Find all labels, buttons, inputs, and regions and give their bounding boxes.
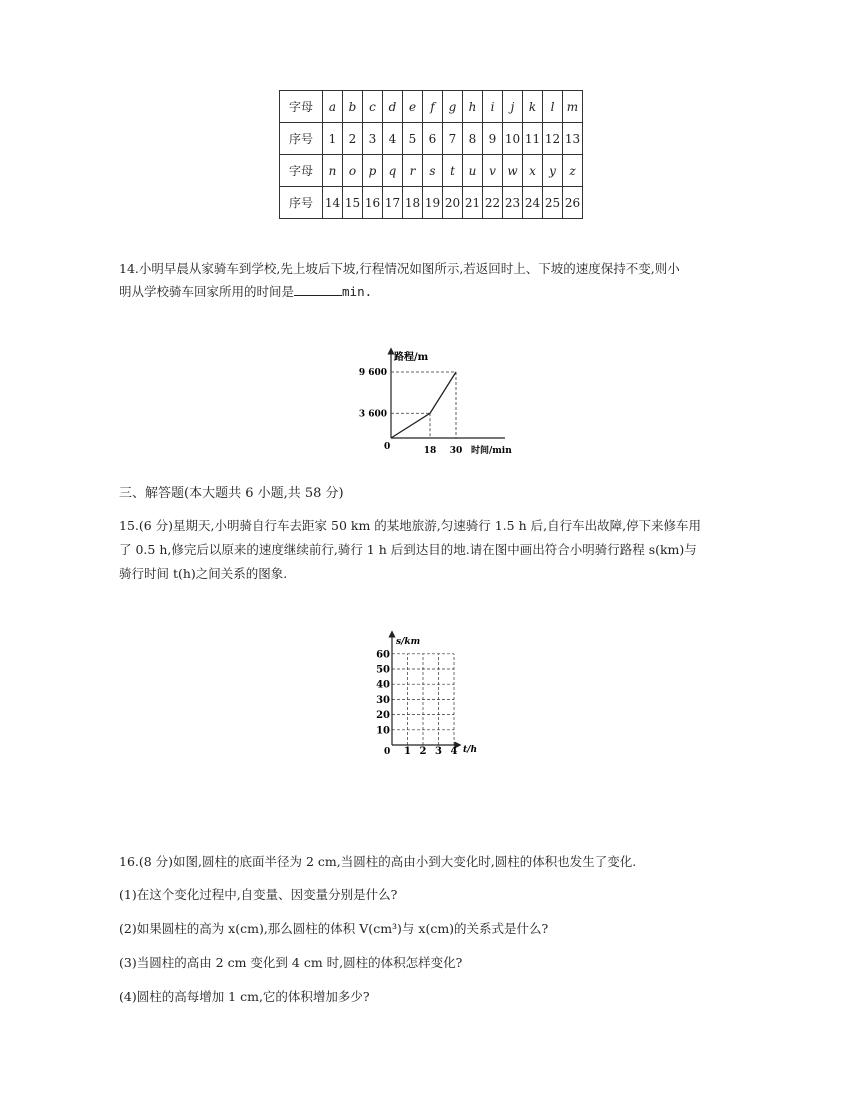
table-cell: 19	[423, 187, 443, 219]
y-tick-label: 60	[376, 649, 390, 661]
q14-line1: 14.小明早晨从家骑车到学校,先上坡后下坡,行程情况如图所示,若返回时上、下坡的速度保持不变,则小	[119, 261, 680, 276]
y-axis-label: 路程/m	[394, 352, 429, 363]
table-cell: 22	[483, 187, 503, 219]
table-cell: 15	[343, 187, 363, 219]
table-cell: m	[563, 91, 583, 123]
table-cell: 2	[343, 123, 363, 155]
table-cell: 4	[383, 123, 403, 155]
q16-part2: (2)如果圆柱的高为 x(cm),那么圆柱的体积 V(cm³)与 x(cm)的关系式是什么?	[119, 921, 549, 936]
q16-part1: (1)在这个变化过程中,自变量、因变量分别是什么?	[119, 887, 398, 902]
q14-line2-pre: 明从学校骑车回家所用的时间是	[119, 284, 295, 299]
table-cell: 23	[503, 187, 523, 219]
x-tick-label: 1	[404, 746, 411, 757]
origin-label: 0	[384, 747, 391, 757]
table-cell: b	[343, 91, 363, 123]
y-tick-label: 3 600	[358, 409, 387, 420]
table-cell: i	[483, 91, 503, 123]
table-cell: 11	[523, 123, 543, 155]
table-cell: 6	[423, 123, 443, 155]
table-cell: d	[383, 91, 403, 123]
y-tick-label: 10	[376, 725, 390, 737]
table-cell: 24	[523, 187, 543, 219]
table-cell: 5	[403, 123, 423, 155]
table-cell: h	[463, 91, 483, 123]
table-cell: f	[423, 91, 443, 123]
table-cell: s	[423, 155, 443, 187]
row-header: 字母	[280, 155, 323, 187]
table-cell: o	[343, 155, 363, 187]
table-cell: 8	[463, 123, 483, 155]
table-cell: y	[543, 155, 563, 187]
table-cell: 14	[323, 187, 343, 219]
answer-blank	[294, 283, 342, 296]
table-cell: k	[523, 91, 543, 123]
x-axis-label: 时间/min	[471, 446, 512, 456]
q16-intro: 16.(8 分)如图,圆柱的底面半径为 2 cm,当圆柱的高由小到大变化时,圆柱的体积也发生了变化.	[119, 854, 637, 869]
table-cell: 3	[363, 123, 383, 155]
distance-time-chart	[350, 345, 520, 460]
x-tick-label: 30	[449, 446, 463, 456]
table-cell: 7	[443, 123, 463, 155]
y-tick-label: 20	[376, 710, 390, 722]
table-cell: w	[503, 155, 523, 187]
table-cell: 9	[483, 123, 503, 155]
table-row	[280, 155, 583, 187]
row-header: 序号	[280, 123, 323, 155]
s-t-grid-chart	[362, 630, 492, 760]
q15-line2: 了 0.5 h,修完后以原来的速度继续前行,骑行 1 h 后到达目的地.请在图中画出符合小明骑行路程 s(km)与	[119, 542, 697, 557]
y-tick-label: 40	[376, 679, 390, 691]
x-tick-label: 4	[450, 746, 458, 757]
cipher-table	[279, 90, 583, 219]
table-cell: j	[503, 91, 523, 123]
table-row	[280, 123, 583, 155]
table-cell: q	[383, 155, 403, 187]
x-tick-label: 3	[435, 746, 442, 757]
x-tick-label: 18	[423, 446, 437, 456]
q15-line1: 15.(6 分)星期天,小明骑自行车去距家 50 km 的某地旅游,匀速骑行 1.5 h 后,自行车出故障,停下来修车用	[119, 518, 702, 533]
table-cell: 10	[503, 123, 523, 155]
q14-line2	[119, 281, 372, 303]
row-header: 序号	[280, 187, 323, 219]
table-cell: l	[543, 91, 563, 123]
y-tick-label: 30	[376, 694, 390, 706]
table-cell: 20	[443, 187, 463, 219]
y-tick-label: 9 600	[358, 368, 387, 378]
table-cell: 17	[383, 187, 403, 219]
table-cell: z	[563, 155, 583, 187]
q16-part3: (3)当圆柱的高由 2 cm 变化到 4 cm 时,圆柱的体积怎样变化?	[119, 955, 463, 970]
table-cell: 25	[543, 187, 563, 219]
table-cell: 1	[323, 123, 343, 155]
table-cell: x	[523, 155, 543, 187]
table-cell: a	[323, 91, 343, 123]
q14-line2-post: min.	[342, 284, 373, 299]
table-cell: u	[463, 155, 483, 187]
series-line	[391, 372, 456, 438]
y-tick-label: 50	[376, 664, 390, 676]
row-header: 字母	[280, 91, 323, 123]
table-cell: 16	[363, 187, 383, 219]
table-cell: 12	[543, 123, 563, 155]
q15-line3: 骑行时间 t(h)之间关系的图象.	[119, 566, 288, 581]
table-cell: 26	[563, 187, 583, 219]
table-cell: 21	[463, 187, 483, 219]
table-cell: v	[483, 155, 503, 187]
y-axis-label: s/km	[396, 637, 421, 647]
origin-label: 0	[384, 442, 391, 452]
q16-part4: (4)圆柱的高每增加 1 cm,它的体积增加多少?	[119, 989, 370, 1004]
table-row	[280, 187, 583, 219]
table-cell: p	[363, 155, 383, 187]
x-axis-label: t/h	[463, 745, 477, 755]
table-cell: e	[403, 91, 423, 123]
x-tick-label: 2	[419, 746, 427, 757]
section3-title: 三、解答题(本大题共 6 小题,共 58 分)	[119, 486, 344, 501]
table-row	[280, 91, 583, 123]
table-cell: c	[363, 91, 383, 123]
table-cell: r	[403, 155, 423, 187]
table-cell: 13	[563, 123, 583, 155]
table-cell: 18	[403, 187, 423, 219]
table-cell: n	[323, 155, 343, 187]
table-cell: g	[443, 91, 463, 123]
table-cell: t	[443, 155, 463, 187]
